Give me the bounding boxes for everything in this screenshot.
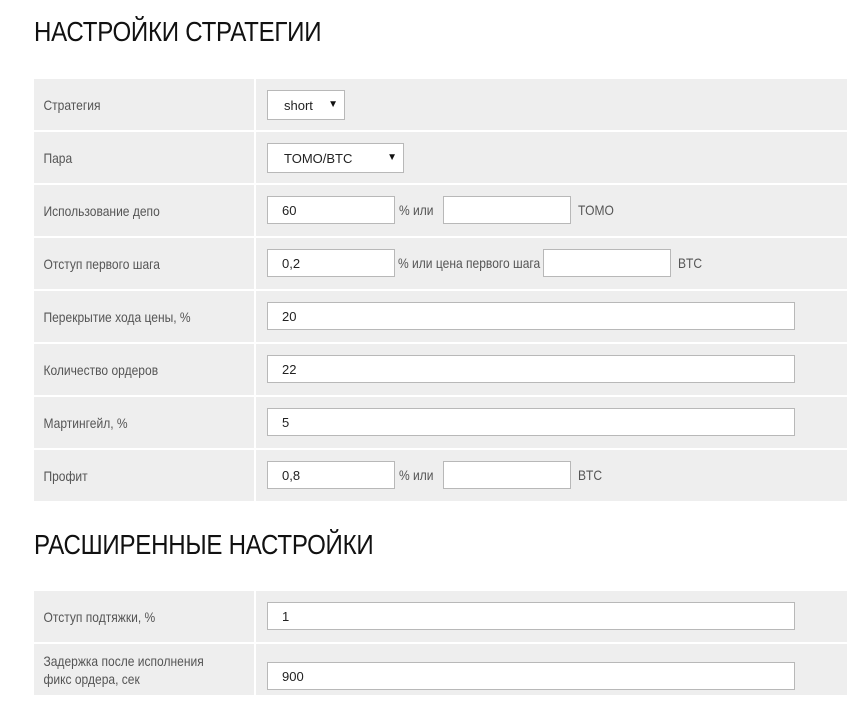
row-martingale	[34, 397, 847, 448]
profit-label: Профит	[43, 467, 88, 484]
row-pair	[34, 132, 847, 183]
price-overlap-label: Перекрытие хода цены, %	[43, 308, 191, 325]
row-orders-count	[34, 344, 847, 395]
orders-count-label: Количество ордеров	[43, 361, 159, 378]
strategy-selected-value: short	[284, 97, 313, 113]
profit-percent-input[interactable]	[267, 461, 395, 489]
first-step-percent-input[interactable]	[267, 249, 395, 277]
deposit-percent-input[interactable]	[267, 196, 395, 224]
row-fix-delay	[34, 644, 847, 695]
strategy-label: Стратегия	[43, 96, 101, 113]
pair-label: Пара	[43, 149, 73, 166]
dropdown-arrow-icon: ▼	[328, 99, 338, 110]
price-overlap-input[interactable]	[267, 302, 795, 330]
martingale-label: Мартингейл, %	[43, 414, 128, 431]
first-step-unit: BTC	[678, 255, 703, 271]
profit-unit: BTC	[578, 467, 603, 483]
advanced-settings-title: РАСШИРЕННЫЕ НАСТРОЙКИ	[34, 529, 374, 560]
fix-delay-label: Задержка после исполнения фикс ордера, сек	[43, 652, 204, 687]
strategy-settings-title: НАСТРОЙКИ СТРАТЕГИИ	[34, 16, 322, 47]
profit-or-text: % или	[399, 467, 434, 483]
pair-select[interactable]	[267, 143, 404, 173]
row-price-overlap	[34, 291, 847, 342]
strategy-settings-table	[34, 79, 847, 503]
deposit-label: Использование депо	[43, 202, 160, 219]
strategy-select[interactable]	[267, 90, 345, 120]
first-step-or-text: % или цена первого шага	[398, 255, 541, 271]
martingale-input[interactable]	[267, 408, 795, 436]
orders-count-input[interactable]	[267, 355, 795, 383]
row-deposit	[34, 185, 847, 236]
pair-selected-value: TOMO/BTC	[284, 150, 353, 166]
row-profit	[34, 450, 847, 501]
first-step-price-input[interactable]	[543, 249, 671, 277]
advanced-settings-table	[34, 591, 847, 697]
fix-delay-input[interactable]	[267, 662, 795, 690]
first-step-label: Отступ первого шага	[43, 255, 160, 272]
profit-amount-input[interactable]	[443, 461, 571, 489]
row-first-step	[34, 238, 847, 289]
row-trailing	[34, 591, 847, 642]
dropdown-arrow-icon: ▼	[387, 152, 397, 163]
deposit-amount-input[interactable]	[443, 196, 571, 224]
trailing-input[interactable]	[267, 602, 795, 630]
deposit-or-text: % или	[399, 202, 434, 218]
row-strategy	[34, 79, 847, 130]
trailing-label: Отступ подтяжки, %	[43, 608, 156, 625]
deposit-unit: TOMO	[578, 202, 614, 218]
